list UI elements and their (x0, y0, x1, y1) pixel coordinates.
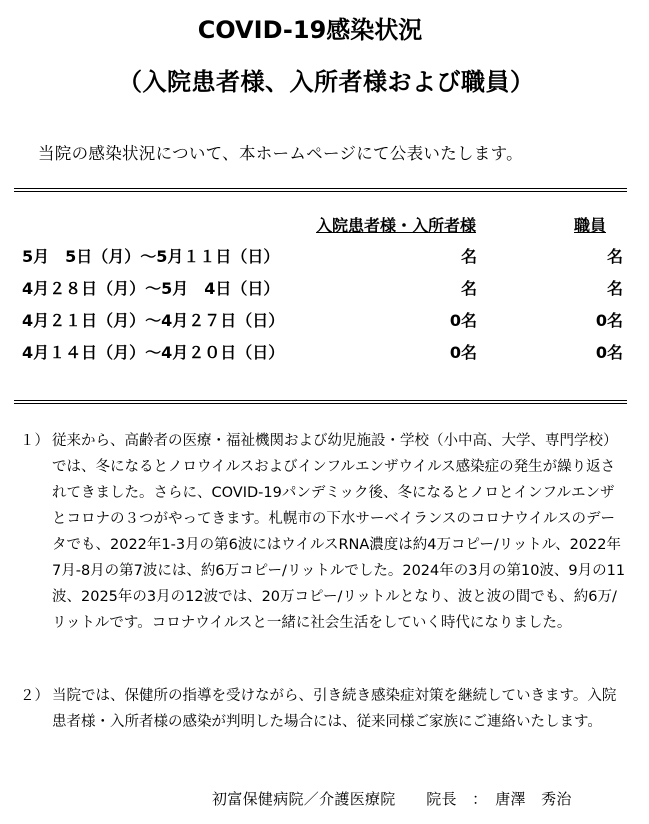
patients-count: 0名 (449, 343, 477, 362)
staff-count: 0名 (595, 343, 623, 362)
period-label: 4月１４日（月）～4月２０日（日） (22, 343, 285, 362)
table-row (22, 244, 627, 268)
note-text: 当院では、保健所の指導を受けながら、引き続き感染症対策を継続していきます。入院患者様・入所者様の感染が判明した場合には、従来同様ご家族にご連絡いたします。 (52, 688, 617, 730)
period-label: 5月 5日（月）～5月１１日（日） (22, 247, 280, 266)
note-text: 従来から、高齢者の医療・福祉機関および幼児施設・学校（小中高、大学、専門学校）では、冬になるとノロウイルスおよびインフルエンザウイルス感染症の発生が繰り返されてきました。さらに、COVID-19パンデミック後、冬になるとノロとインフルエンザとコロナの３つがやってきます。札幌市の下水サーベイランスのコロナウイルスのデータでも、2022年1-3月の第6波にはウイルスRNA濃度は約4万コピー/リットル、2022年7月-8月の第7波には、約6万コピー/リットルでした。2024年の3月の第10波、9月の11波、2025年の3月の12波では、20万コピー/リットルとなり、波と波の間でも、約6万/リットルです。コロナウイルスと一緒に社会生活をしていく時代になりました。 (52, 433, 626, 631)
period-label: 4月２８日（月）～5月 4日（日） (22, 279, 280, 298)
header-patients: 入院患者様・入所者様 (316, 216, 477, 235)
footer-signature: 初富保健病院／介護医療院 院長 ： 唐澤 秀治 (212, 790, 572, 808)
intro-text: 当院の感染状況について、本ホームページにて公表いたします。 (38, 144, 523, 163)
staff-count: 0名 (595, 311, 623, 330)
table-row (22, 340, 627, 364)
patients-count: 名 (460, 247, 477, 266)
period-label: 4月２１日（月）～4月２７日（日） (22, 311, 285, 330)
patients-count: 名 (460, 279, 477, 298)
staff-count: 名 (606, 247, 623, 266)
table-row (22, 308, 627, 332)
table-row (22, 276, 627, 300)
divider-bottom (14, 400, 627, 404)
header-staff: 職員 (574, 216, 607, 235)
patients-count: 0名 (449, 311, 477, 330)
note-number: ２） (20, 688, 49, 704)
divider-top (14, 188, 627, 192)
note-number: １） (20, 433, 49, 449)
page-subtitle: （入院患者様、入所者様および職員） (118, 68, 535, 96)
page-title: COVID-19感染状況 (197, 16, 423, 44)
staff-count: 名 (606, 279, 623, 298)
